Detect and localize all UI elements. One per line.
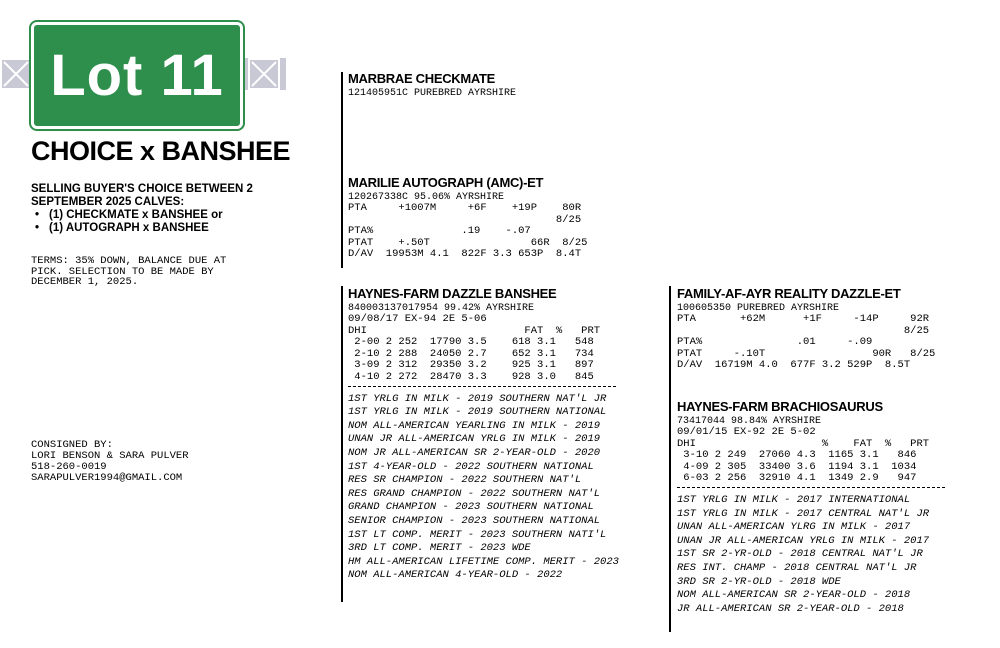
- terms-line: PICK. SELECTION TO BE MADE BY: [31, 265, 214, 278]
- selling-line: SEPTEMBER 2025 CALVES:: [31, 196, 185, 208]
- award-item: UNAN JR ALL-AMERICAN YRLG IN MILK - 2019: [348, 433, 601, 446]
- calf-options: [31, 209, 253, 235]
- registration: 120267338C 95.06% AYRSHIRE: [348, 192, 505, 203]
- consigner-info: [31, 440, 189, 484]
- pta-date-row: 8/25: [348, 213, 582, 226]
- pta-percent-row: PTA% .19 -.07: [348, 225, 531, 238]
- sale-terms: [31, 256, 271, 288]
- classification: 09/08/17 EX-94 2E 5-06: [348, 313, 487, 325]
- animal-name: HAYNES-FARM DAZZLE BANSHEE: [348, 286, 557, 301]
- award-item: RES INT. CHAMP - 2018 CENTRAL NAT'L JR: [677, 561, 917, 574]
- terms-line: DECEMBER 1, 2025.: [31, 276, 139, 288]
- dhi-record: 6-03 2 256 32910 4.1 1349 2.9 947: [677, 472, 917, 485]
- pedigree-line-sire: [341, 72, 343, 268]
- award-item: NOM ALL-AMERICAN SR 2-YEAR-OLD - 2018: [677, 589, 911, 602]
- award-item: 1ST SR 2-YR-OLD - 2018 CENTRAL NAT'L JR: [677, 548, 923, 561]
- dhi-record: 3-09 2 312 29350 3.2 925 3.1 897: [348, 359, 594, 372]
- animal-name: HAYNES-FARM BRACHIOSAURUS: [677, 399, 883, 414]
- award-item: NOM JR ALL-AMERICAN SR 2-YEAR-OLD - 2020: [348, 446, 601, 459]
- animal-name: MARILIE AUTOGRAPH (AMC)-ET: [348, 175, 544, 190]
- divider: [348, 386, 616, 387]
- award-item: 1ST YRLG IN MILK - 2017 INTERNATIONAL: [677, 493, 911, 506]
- award-item: GRAND CHAMPION - 2023 SOUTHERN NATIONAL: [348, 501, 594, 514]
- ptat-row: PTAT +.50T 66R 8/25: [348, 236, 588, 249]
- pta-date-row: 8/25: [677, 324, 930, 337]
- pta-row: PTA +62M +1F -14P 92R: [677, 313, 930, 325]
- terms-line: TERMS: 35% DOWN, BALANCE DUE AT: [31, 255, 227, 267]
- award-item: RES GRAND CHAMPION - 2022 SOUTHERN NAT'L: [348, 487, 601, 500]
- granddam-brachiosaurus: [677, 399, 945, 616]
- dhi-record: 4-09 2 305 33400 3.6 1194 3.1 1034: [677, 460, 917, 473]
- animal-name: MARBRAE CHECKMATE: [348, 71, 496, 86]
- cross-box-icon: [248, 58, 280, 90]
- award-item: NOM ALL-AMERICAN 4-YEAR-OLD - 2022: [348, 569, 563, 582]
- pta-percent-row: PTA% .01 -.09: [677, 336, 873, 349]
- award-item: 1ST LT COMP. MERIT - 2023 SOUTHERN NATI'L: [348, 528, 607, 541]
- dhi-record: 2-10 2 288 24050 2.7 652 3.1 734: [348, 347, 594, 360]
- pedigree-line-dam: [341, 286, 343, 602]
- lot-badge: Lot 11: [31, 22, 243, 129]
- award-item: UNAN ALL-AMERICAN YLRG IN MILK - 2017: [677, 521, 911, 534]
- pedigree-line-damsire: [669, 286, 671, 632]
- option-item: • (1) CHECKMATE x BANSHEE or: [45, 209, 253, 222]
- selling-line: SELLING BUYER'S CHOICE BETWEEN 2: [31, 183, 253, 195]
- dhi-record: 4-10 2 272 28470 3.3 928 3.0 845: [348, 370, 594, 383]
- registration: 73417044 98.84% AYRSHIRE: [677, 416, 822, 427]
- classification: 09/01/15 EX-92 2E 5-02: [677, 426, 816, 438]
- registration: 100605350 PUREBRED AYRSHIRE: [677, 303, 840, 314]
- consigned-label: CONSIGNED BY:: [31, 439, 113, 451]
- consigner-phone: 518-260-0019: [31, 461, 107, 473]
- ptat-row: PTAT -.10T 90R 8/25: [677, 347, 936, 360]
- award-item: NOM ALL-AMERICAN YEARLING IN MILK - 2019: [348, 419, 601, 432]
- award-item: 1ST 4-YEAR-OLD - 2022 SOUTHERN NATIONAL: [348, 460, 594, 473]
- award-item: 1ST YRLG IN MILK - 2019 SOUTHERN NAT'L JR: [348, 392, 607, 405]
- damsire-reality: [677, 286, 935, 372]
- consigner-names: LORI BENSON & SARA PULVER: [31, 450, 189, 462]
- mating-title: CHOICE x BANSHEE: [31, 136, 291, 166]
- dhi-record: 3-10 2 249 27060 4.3 1165 3.1 846: [677, 449, 917, 462]
- award-item: JR ALL-AMERICAN SR 2-YEAR-OLD - 2018: [677, 602, 904, 615]
- consigner-email: SARAPULVER1994@GMAIL.COM: [31, 472, 183, 484]
- daughter-avg-row: D/AV 16719M 4.0 677F 3.2 529P 8.5T: [677, 359, 911, 372]
- registration: 840003137017954 99.42% AYRSHIRE: [348, 303, 535, 314]
- award-item: SENIOR CHAMPION - 2023 SOUTHERN NATIONAL: [348, 514, 601, 527]
- pta-row: PTA +1007M +6F +19P 80R: [348, 202, 582, 214]
- dam-banshee: [348, 286, 619, 583]
- cross-box-icon: [0, 58, 32, 90]
- award-item: 1ST YRLG IN MILK - 2019 SOUTHERN NATIONAL: [348, 406, 607, 419]
- registration: 121405951C PUREBRED AYRSHIRE: [348, 88, 517, 99]
- award-item: UNAN JR ALL-AMERICAN YRLG IN MILK - 2017: [677, 534, 930, 547]
- dhi-header: DHI % FAT % PRT: [677, 437, 930, 450]
- selling-info: [31, 183, 253, 235]
- sire-checkmate: [348, 71, 516, 99]
- daughter-avg-row: D/AV 19953M 4.1 822F 3.3 653P 8.4T: [348, 248, 582, 261]
- award-item: HM ALL-AMERICAN LIFETIME COMP. MERIT - 2023: [348, 555, 619, 568]
- divider: [677, 487, 945, 488]
- sire-autograph: [348, 175, 587, 261]
- award-item: 3RD SR 2-YR-OLD - 2018 WDE: [677, 575, 841, 588]
- animal-name: FAMILY-AF-AYR REALITY DAZZLE-ET: [677, 286, 901, 301]
- option-item: • (1) AUTOGRAPH x BANSHEE: [45, 222, 253, 235]
- award-item: 1ST YRLG IN MILK - 2017 CENTRAL NAT'L JR: [677, 507, 930, 520]
- award-item: RES SR CHAMPION - 2022 SOUTHERN NAT'L: [348, 474, 582, 487]
- award-item: 3RD LT COMP. MERIT - 2023 WDE: [348, 542, 531, 555]
- dhi-record: 2-00 2 252 17790 3.5 618 3.1 548: [348, 336, 594, 349]
- dhi-header: DHI FAT % PRT: [348, 324, 601, 337]
